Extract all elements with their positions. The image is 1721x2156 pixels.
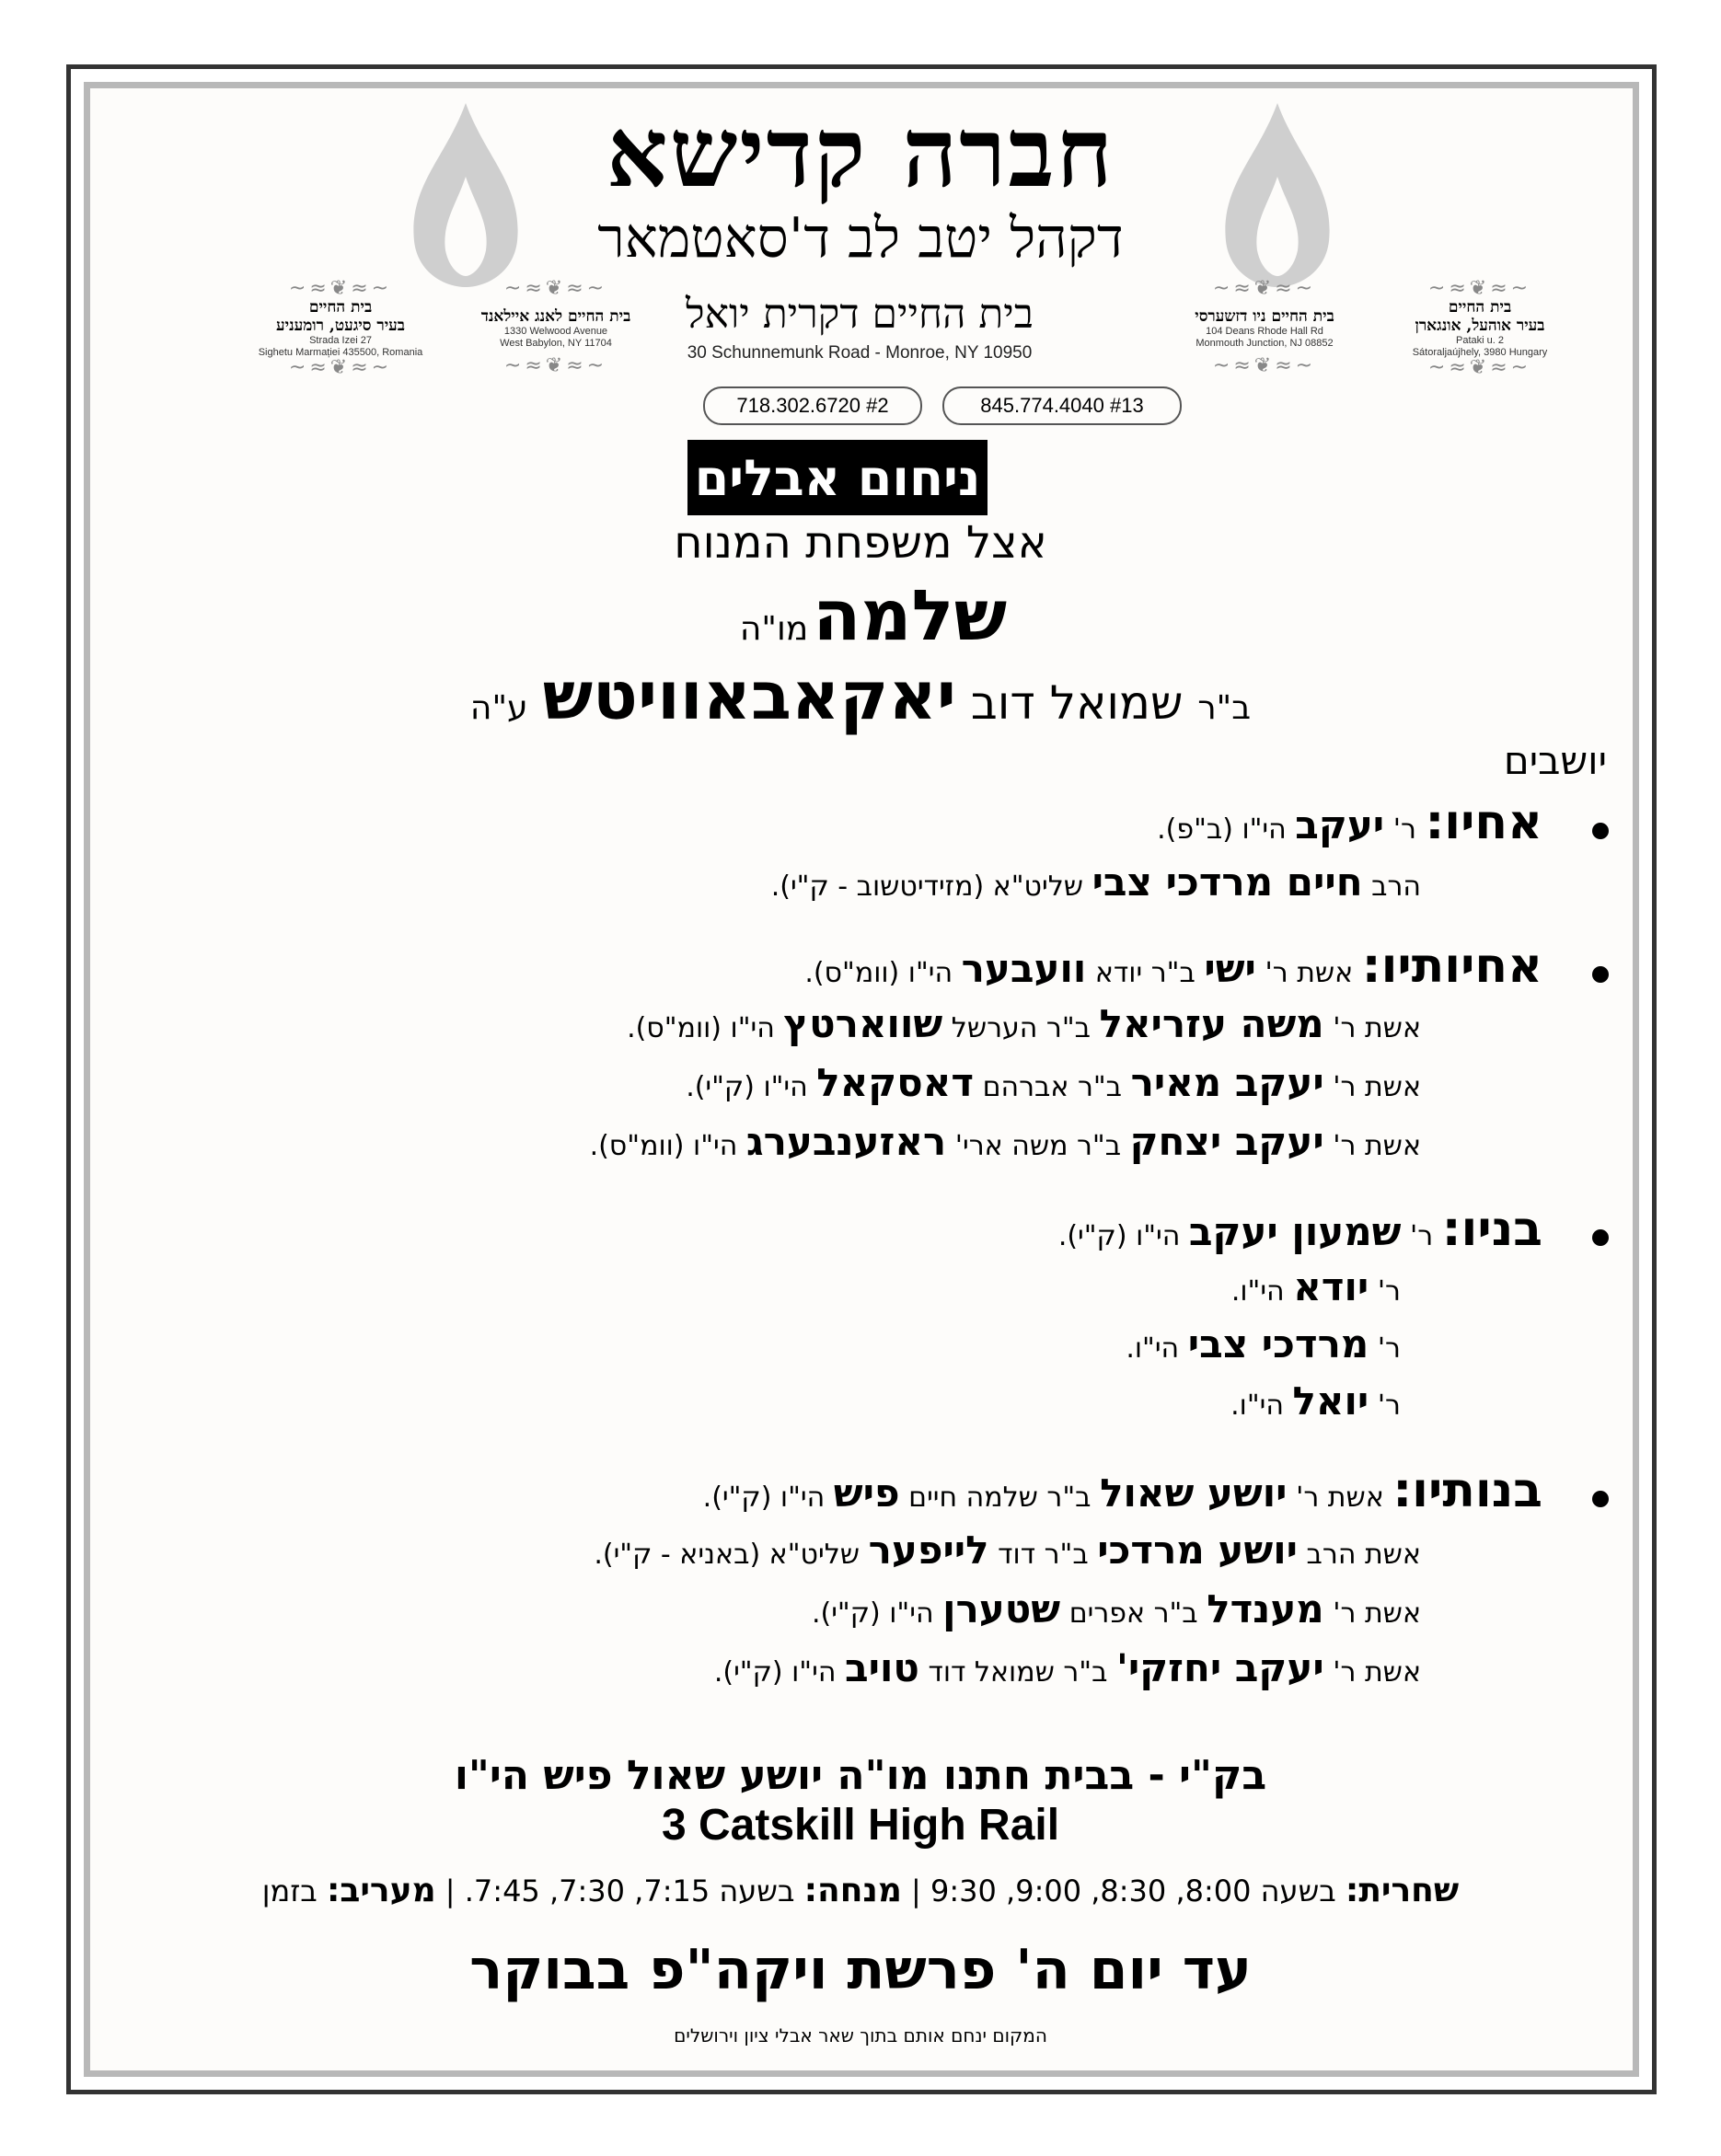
deceased-name (87, 574, 1634, 656)
ornament-icon: ~≈❦≈~ (503, 354, 608, 377)
mourner-prefix: ר' (1377, 1332, 1401, 1365)
bullet-icon (1592, 1229, 1609, 1246)
phone-number[interactable]: 845.774.4040 #13 (942, 386, 1182, 425)
mourner-row (1231, 1264, 1401, 1309)
notice-page (87, 86, 1634, 2074)
mourner-name: יעקב יחזקי' (1116, 1645, 1324, 1690)
surname: יאקאבאוויטש (542, 657, 956, 734)
mourner-prefix: אשת ר' (1296, 1482, 1384, 1514)
mourner-name: מרדכי צבי (1187, 1321, 1369, 1366)
page-subtitle: דקהל יטב לב ד'סאטמאר (597, 206, 1124, 271)
sitting-label: יושבים (1503, 738, 1607, 783)
cemetery-hungary (1388, 277, 1572, 379)
shacharis-times: בשעה 8:00, 8:30, 9:00, 9:30 (930, 1874, 1336, 1908)
shiva-location: בק"י - בבית חתנו מו"ה יושע שאול פיש הי"ו (454, 1752, 1267, 1799)
shiva-until: עד יום ה' פרשת ויקה"פ בבוקר (469, 1938, 1252, 2002)
mourner-father: ב"ר הערשל (951, 1012, 1091, 1044)
mourner-name: יעקב מאיר (1130, 1060, 1324, 1105)
prayer-times (87, 1872, 1634, 1909)
bullet-icon (1592, 1491, 1609, 1507)
father-prefix: ב"ר (1197, 689, 1252, 727)
mourner-prefix: אשת ר' (1333, 1597, 1421, 1630)
mourner-suffix: הי"ו. (1230, 1389, 1284, 1422)
cemetery-romania (248, 277, 433, 379)
mincha-times: בשעה 7:15, 7:30, 7:45. (464, 1874, 795, 1908)
mourner-row (594, 1528, 1421, 1573)
mourner-suffix: הי"ו (ק"י). (713, 1656, 837, 1689)
consolation-footer: המקום ינחם אותם בתוך שאר אבלי ציון וירושלים (674, 2024, 1047, 2046)
mourner-name: יעקב יצחק (1129, 1119, 1324, 1164)
mourner-name: יושע שאול (1100, 1470, 1288, 1516)
mourner-surname: ראזענבערג (745, 1119, 947, 1164)
ornament-icon: ~≈❦≈~ (503, 277, 608, 300)
mourner-father: ב"ר שלמה חיים (908, 1482, 1092, 1514)
mourner-prefix: אשת ר' (1333, 1012, 1421, 1044)
mourner-prefix: אשת ר' (1333, 1071, 1421, 1103)
deceased-father (87, 657, 1634, 734)
mourner-surname: לייפער (868, 1528, 989, 1573)
father-name: שמואל דוב (970, 676, 1184, 730)
mourner-name: יעקב (1295, 802, 1385, 847)
phone-number[interactable]: 718.302.6720 #2 (703, 386, 922, 425)
surname-suffix: ע"ה (469, 689, 528, 727)
ornament-icon: ~≈❦≈~ (1212, 277, 1317, 300)
mourner-prefix: ר' (1377, 1389, 1401, 1422)
cemetery-address: West Babylon, NY 11704 (500, 338, 612, 349)
mourner-surname: שטערן (942, 1586, 1061, 1631)
mourner-suffix: הי"ו (ק"י). (1057, 1220, 1181, 1252)
cemetery-city: בעיר סיגעט, רומעניע (275, 317, 405, 335)
mourner-row (590, 1119, 1421, 1164)
mincha-label: מנחה: (803, 1872, 902, 1909)
mourner-father: ב"ר יודא (1094, 957, 1195, 989)
mourner-row (771, 859, 1421, 905)
cemetery-new-jersey (1172, 277, 1357, 377)
mourner-suffix: הי"ו. (1230, 1275, 1285, 1308)
mourner-row (627, 1001, 1421, 1046)
ornament-icon: ~≈❦≈~ (1427, 356, 1532, 379)
group-label: אחיו: (1425, 795, 1542, 850)
deceased-first-name: שלמה (813, 574, 1008, 656)
cemetery-name: בית החיים (1448, 298, 1512, 317)
mourner-suffix: הי"ו. (1126, 1332, 1180, 1365)
mourner-row (1126, 1321, 1401, 1366)
notice-badge: ניחום אבלים (687, 440, 988, 515)
mourner-name: ישי (1204, 946, 1256, 991)
mourner-prefix: ר' (1392, 813, 1416, 846)
cemetery-city: בעיר אוהעל, אונגארן (1415, 317, 1545, 335)
mourner-suffix: שליט"א (מזידיטשוב - ק"י). (770, 870, 1084, 903)
mourner-suffix: הי"ו (ק"י). (811, 1597, 934, 1630)
mourner-surname: דאסקאל (816, 1060, 975, 1105)
shiva-address: 3 Catskill High Rail (661, 1801, 1060, 1850)
cemetery-kiryas-joel (620, 291, 1099, 363)
mourner-name: יושע מרדכי (1097, 1528, 1298, 1573)
mourner-prefix: אשת ר' (1265, 957, 1354, 989)
cemetery-address: Sighetu Marmației 435500, Romania (258, 347, 423, 358)
mourner-row (714, 1645, 1421, 1690)
bullet-icon (1592, 966, 1609, 983)
cemetery-address: Monmouth Junction, NJ 08852 (1195, 338, 1334, 349)
ornament-icon: ~≈❦≈~ (288, 277, 393, 300)
cemetery-long-island (464, 277, 648, 377)
mourner-group-label (804, 939, 1609, 994)
cemetery-name: בית החיים לאנג איילאנד (480, 307, 631, 326)
mourner-father: ב"ר משה ארי' (954, 1130, 1122, 1162)
cemetery-name: בית החיים דקרית יואל (686, 291, 1034, 338)
cemetery-name: בית החיים ניו דזשערסי (1195, 307, 1334, 326)
mourner-surname: פיש (833, 1470, 900, 1516)
deceased-title: מו"ה (739, 610, 809, 648)
mourner-row (686, 1060, 1421, 1105)
group-label: בניו: (1441, 1202, 1542, 1257)
mourner-group-label (703, 1463, 1609, 1518)
separator: | (911, 1874, 921, 1908)
ornament-icon: ~≈❦≈~ (1212, 354, 1317, 377)
mourner-group-label (1157, 795, 1609, 850)
mourner-suffix: הי"ו (ק"י). (702, 1482, 826, 1514)
ornament-icon: ~≈❦≈~ (1427, 277, 1532, 300)
group-label: בנותיו: (1392, 1463, 1542, 1518)
page-title: חברה קדישא (606, 96, 1115, 209)
maariv-label: מעריב: (326, 1872, 436, 1909)
mourner-name: משה עזריאל (1099, 1001, 1324, 1046)
mourner-name: חיים מרדכי צבי (1092, 859, 1363, 905)
cemetery-address: Sátoraljaújhely, 3980 Hungary (1412, 347, 1548, 358)
mourner-prefix: ר' (1377, 1275, 1401, 1308)
mourner-surname: שווארטץ (783, 1001, 943, 1046)
mourner-name: יואל (1292, 1378, 1369, 1424)
group-label: אחיותיו: (1361, 939, 1542, 994)
mourner-row (1230, 1378, 1401, 1424)
mourner-father: ב"ר אפרים (1068, 1597, 1198, 1630)
separator: | (445, 1874, 456, 1908)
mourner-surname: טויב (844, 1645, 919, 1690)
mourner-name: יודא (1293, 1264, 1369, 1309)
mourner-father: ב"ר דוד (998, 1539, 1089, 1571)
mourner-prefix: אשת ר' (1333, 1130, 1421, 1162)
mourner-group-label (1058, 1202, 1609, 1257)
mourner-suffix: הי"ו (וומ"ס). (589, 1130, 738, 1162)
cemetery-name: בית החיים (308, 298, 373, 317)
mourner-suffix: שליט"א (באניא - ק"י). (594, 1539, 860, 1571)
cemetery-address: Pataki u. 2 (1456, 335, 1504, 346)
bullet-icon (1592, 823, 1609, 839)
cemetery-address: 104 Deans Rhode Hall Rd (1206, 326, 1323, 337)
mourner-prefix: הרב (1371, 870, 1421, 903)
ornament-icon: ~≈❦≈~ (288, 356, 393, 379)
mourner-prefix: ר' (1410, 1220, 1434, 1252)
cemetery-address: 1330 Welwood Avenue (503, 326, 608, 337)
mourner-suffix: הי"ו (ק"י). (686, 1071, 808, 1103)
notice-intro: אצל משפחת המנוח (674, 517, 1047, 569)
cemetery-address: 30 Schunnemunk Road - Monroe, NY 10950 (687, 343, 1033, 363)
mourner-name: שמעון יעקב (1188, 1209, 1402, 1254)
mourner-prefix: אשת הרב (1306, 1539, 1421, 1571)
shacharis-label: שחרית: (1345, 1872, 1460, 1909)
cemetery-address: Strada Izei 27 (309, 335, 372, 346)
mourner-suffix: הי"ו (וומ"ס). (804, 957, 953, 989)
mourner-suffix: הי"ו (וומ"ס). (627, 1012, 775, 1044)
maariv-times: בזמן (261, 1874, 318, 1908)
mourner-name: מענדל (1207, 1586, 1324, 1631)
mourner-row (812, 1586, 1421, 1631)
mourner-father: ב"ר שמואל דוד (928, 1656, 1108, 1689)
mourner-surname: וועבער (961, 946, 1087, 991)
mourner-suffix: הי"ו (ב"פ). (1157, 813, 1287, 846)
mourner-prefix: אשת ר' (1333, 1656, 1421, 1689)
mourner-father: ב"ר אברהם (982, 1071, 1123, 1103)
